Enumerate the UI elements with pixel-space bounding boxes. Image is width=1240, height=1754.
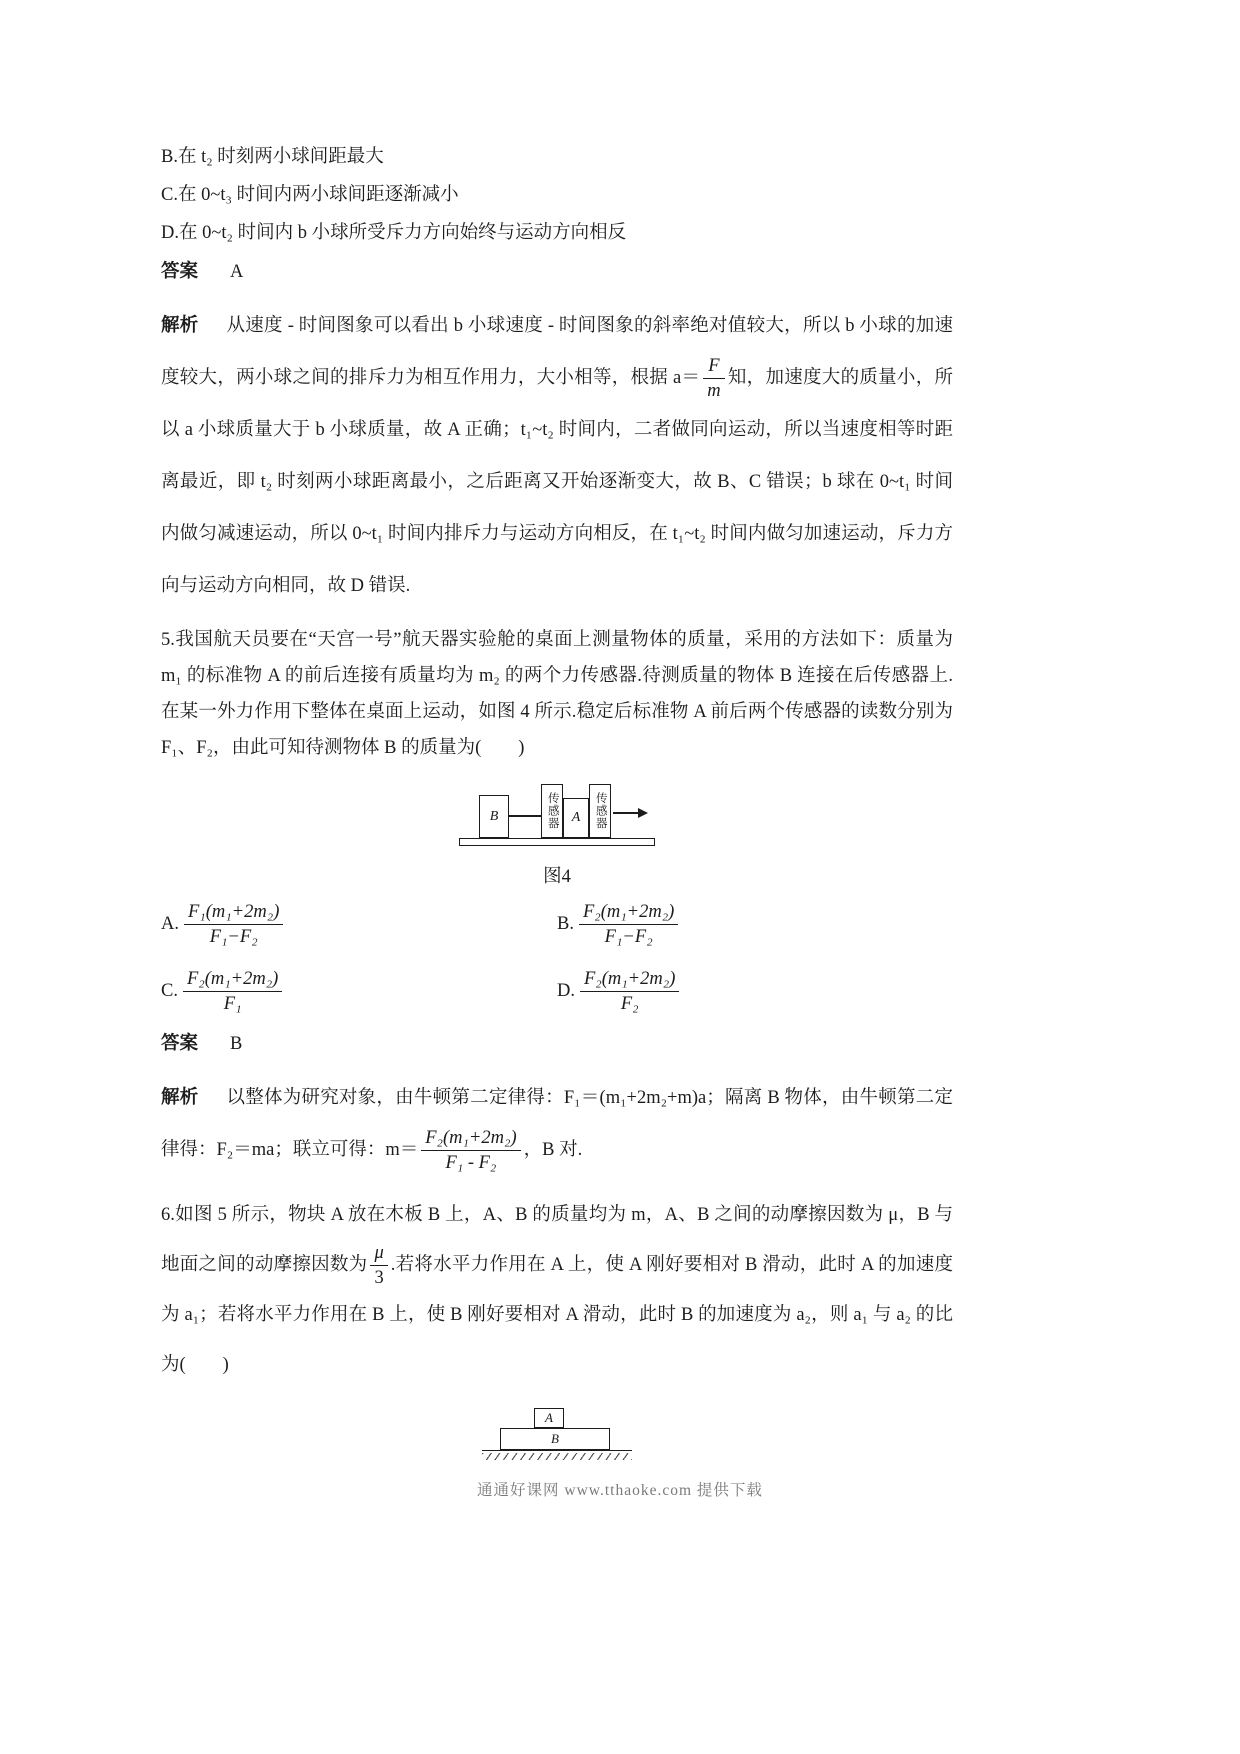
answer-value: B — [230, 1034, 244, 1055]
q4-option-c: C.在 0~t₃ 时间内两小球间距逐渐减小 — [161, 185, 459, 205]
analysis-label: 解析 — [161, 1086, 199, 1108]
q4-analysis — [161, 299, 953, 612]
q4-answer-line — [161, 252, 953, 291]
option-c-fraction — [183, 967, 282, 1016]
block-a-label: A — [571, 810, 581, 825]
answer-value: A — [230, 262, 245, 282]
q5-analysis — [161, 1071, 953, 1176]
figure-5 — [161, 1404, 953, 1466]
fraction-numerator: F₂(m₁+2m₂) — [584, 969, 676, 990]
fraction-denominator: F₁ — [183, 991, 282, 1016]
fraction-f-over-m — [703, 354, 724, 403]
option-c-letter: C. — [161, 981, 178, 1002]
fraction-numerator: F₂(m₁+2m₂) — [186, 969, 279, 990]
fraction-numerator: F₁(m₁+2m₂) — [188, 902, 280, 922]
q4-option-d: D.在 0~t₂ 时间内 b 小球所受斥力方向始终与运动方向相反 — [161, 223, 627, 243]
connecting-rod — [509, 815, 541, 817]
fraction-denominator: m — [703, 378, 724, 403]
block-a — [534, 1408, 564, 1428]
q5-option-a — [161, 900, 557, 949]
analysis-text-2: 知，加速度大的质量小，所以 a 小球质量大于 b 小球质量，故 A 正确；t₁~t₂ 时间内，二者做同向运动，所以当速度相等时距离最近，即 t₂ 时刻两小球距离最小，之后距离又开始逐渐变大，故 B、C 错误；b 球在 0~t₁ 时间内做匀减速运动，所以 0~t₁ 时间内排斥力与运动方向相反，在 t₁~t₂ 时间内做匀加速运动，斥力方向与运动方向相同，故 D 错误. — [161, 368, 953, 596]
figure-4 — [161, 780, 953, 888]
fraction-numerator: F₂(m₁+2m₂) — [582, 902, 675, 922]
ground-hatching — [482, 1450, 632, 1460]
q6-statement — [161, 1190, 953, 1390]
sensor-1-label: 传感器 — [546, 792, 559, 830]
figure-5-diagram — [482, 1408, 632, 1466]
force-sensor-2 — [589, 784, 611, 838]
analysis-text-1: 从速度 - 时间图象可以看出 b 小球速度 - 时间图象的斜率绝对值较大，所以 b 小球的加速度较大，两小球之间的排斥力为相互作用力，大小相等，根据 a＝ — [161, 316, 953, 388]
analysis-label: 解析 — [161, 314, 199, 335]
figure-4-caption: 图4 — [543, 867, 571, 887]
fraction-denominator: 3 — [370, 1265, 387, 1290]
sensor-2-label: 传感器 — [594, 792, 607, 830]
q5-answer-line — [161, 1024, 953, 1063]
q5-option-b — [557, 900, 953, 949]
block-b — [479, 795, 509, 838]
block-b — [500, 1428, 610, 1450]
block-a — [563, 798, 589, 838]
q4-option-b: B.在 t₂ 时刻两小球间距最大 — [161, 147, 384, 167]
block-a-label: A — [545, 1410, 553, 1426]
q5-option-d — [557, 967, 953, 1016]
mu-over-3-fraction — [370, 1241, 387, 1290]
q6-text-1: 6.如图 5 所示，物块 A 放在木板 B 上，A、B 的质量均为 m，A、B 之间的动摩擦因数为 μ，B 与地面之间的动摩擦因数为 — [161, 1205, 953, 1276]
option-a-fraction — [184, 900, 283, 949]
q5-statement: 5.我国航天员要在“天宫一号”航天器实验舱的桌面上测量物体的质量，采用的方法如下：质量为 m₁ 的标准物 A 的前后连接有质量均为 m₂ 的两个力传感器.待测质量的物体 B 连接在后传感器上.在某一外力作用下整体在桌面上运动，如图 4 所示.稳定后标准物 A 前后两个传感器的读数分别为 F₁、F₂，由此可知待测物体 B 的质量为( ) — [161, 630, 953, 758]
force-sensor-1 — [541, 784, 563, 838]
analysis-text-2: ，B 对. — [523, 1140, 583, 1161]
result-fraction — [421, 1126, 520, 1175]
option-d-letter: D. — [557, 981, 575, 1002]
table-surface — [459, 838, 655, 846]
option-b-fraction — [579, 900, 678, 949]
option-a-letter: A. — [161, 914, 179, 935]
block-b-label: B — [489, 808, 499, 824]
q6-text-2: .若将水平力作用在 A 上，使 A 刚好要相对 B 滑动，此时 A 的加速度为 a₁；若将水平力作用在 B 上，使 B 刚好要相对 A 滑动，此时 B 的加速度为 a₂，则 a₁ 与 a₂ 的比为( ) — [161, 1255, 953, 1376]
q5-options — [161, 900, 953, 1016]
block-b-label: B — [551, 1431, 559, 1447]
fraction-denominator: F₁−F₂ — [579, 924, 678, 949]
page-content — [161, 138, 953, 1472]
analysis-text-1: 以整体为研究对象，由牛顿第二定律得：F₁＝(m₁+2m₂+m)a；隔离 B 物体，由牛顿第二定律得：F₂＝ma；联立可得：m＝ — [161, 1088, 953, 1161]
option-b-letter: B. — [557, 914, 574, 935]
fraction-denominator: F₂ — [580, 991, 679, 1016]
option-d-fraction — [580, 967, 679, 1016]
fraction-denominator: F₁−F₂ — [184, 924, 283, 949]
page-footer: 通通好课网 www.tthaoke.com 提供下载 — [477, 1482, 763, 1499]
fraction-denominator: F₁ - F₂ — [421, 1150, 520, 1175]
q5-option-c — [161, 967, 557, 1016]
fraction-numerator: F — [708, 356, 720, 377]
fraction-numerator: μ — [374, 1243, 384, 1264]
fraction-numerator: F₂(m₁+2m₂) — [425, 1128, 517, 1149]
answer-label: 答案 — [161, 260, 199, 281]
figure-4-diagram — [459, 780, 655, 850]
pull-force-arrow-icon — [613, 812, 639, 814]
answer-label: 答案 — [161, 1032, 199, 1054]
